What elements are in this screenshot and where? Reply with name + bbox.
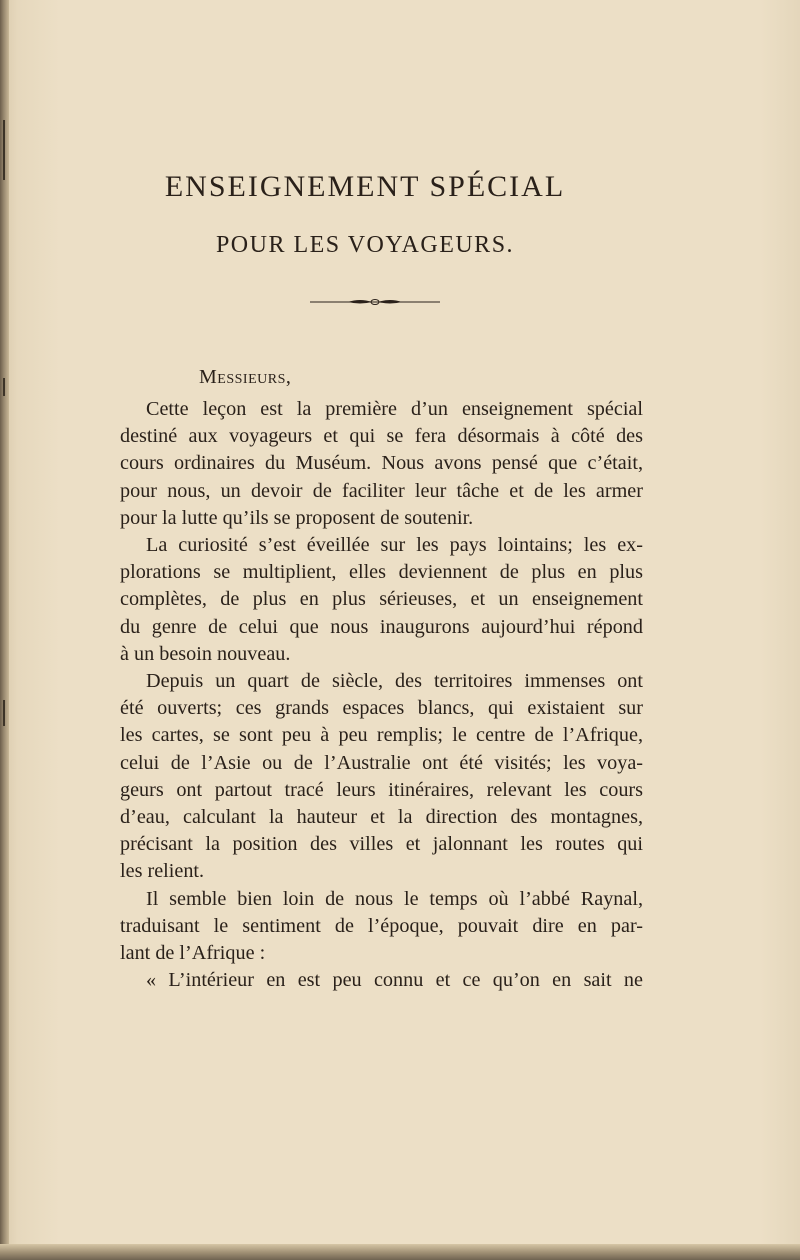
text-line: destiné aux voyageurs et qui se fera désormais à côté des [120,425,643,448]
text-line: d’eau, calculant la hauteur et la direction des montagnes, [120,806,643,829]
paragraph [120,396,643,532]
text-line: précisant la position des villes et jalonnant les routes qui [120,833,643,856]
ornament-divider [310,295,440,309]
text-line: cours ordinaires du Muséum. Nous avons pensé que c’était, [120,452,643,475]
paragraph [120,967,643,994]
paragraph [120,532,643,668]
text-line: Cette leçon est la première d’un enseignement spécial [146,398,643,420]
page-bottom-edge [0,1244,800,1260]
text-line: complètes, de plus en plus sérieuses, et un enseignement [120,588,643,611]
text-line: pour la lutte qu’ils se proposent de soutenir. [120,506,474,529]
page-title: ENSEIGNEMENT SPÉCIAL [164,170,566,203]
page-subtitle: POUR LES VOYAGEURS. [215,232,515,258]
text-line: geurs ont partout tracé leurs itinéraires, relevant les cours [120,778,643,801]
text-line: traduisant le sentiment de l’époque, pouvait dire en par- [120,914,643,937]
paragraph [120,668,643,886]
spine-mark [3,378,5,396]
spine-mark [3,700,5,726]
paragraph [120,886,643,968]
text-line: pour nous, un devoir de faciliter leur tâche et de les armer [120,479,643,502]
text-line: lant de l’Afrique : [120,942,266,965]
salutation: Messieurs, [199,366,292,388]
text-line: Depuis un quart de siècle, des territoires immenses ont [146,670,643,693]
text-line: Il semble bien loin de nous le temps où l’abbé Raynal, [146,887,643,910]
text-line: été ouverts; ces grands espaces blancs, qui existaient sur [120,697,643,720]
text-line: les cartes, se sont peu à peu remplis; le centre de l’Afrique, [120,724,643,747]
text-line: plorations se multiplient, elles deviennent de plus en plus [120,561,643,584]
text-line: du genre de celui que nous inaugurons aujourd’hui répond [120,615,643,638]
text-line: les relient. [120,860,205,883]
body-text [120,396,643,994]
text-line: « L’intérieur en est peu connu et ce qu’on en sait ne [146,969,643,992]
text-line: La curiosité s’est éveillée sur les pays lointains; les ex- [146,534,643,557]
text-line: à un besoin nouveau. [120,642,291,665]
text-line: celui de l’Asie ou de l’Australie ont été visités; les voya- [120,751,643,774]
